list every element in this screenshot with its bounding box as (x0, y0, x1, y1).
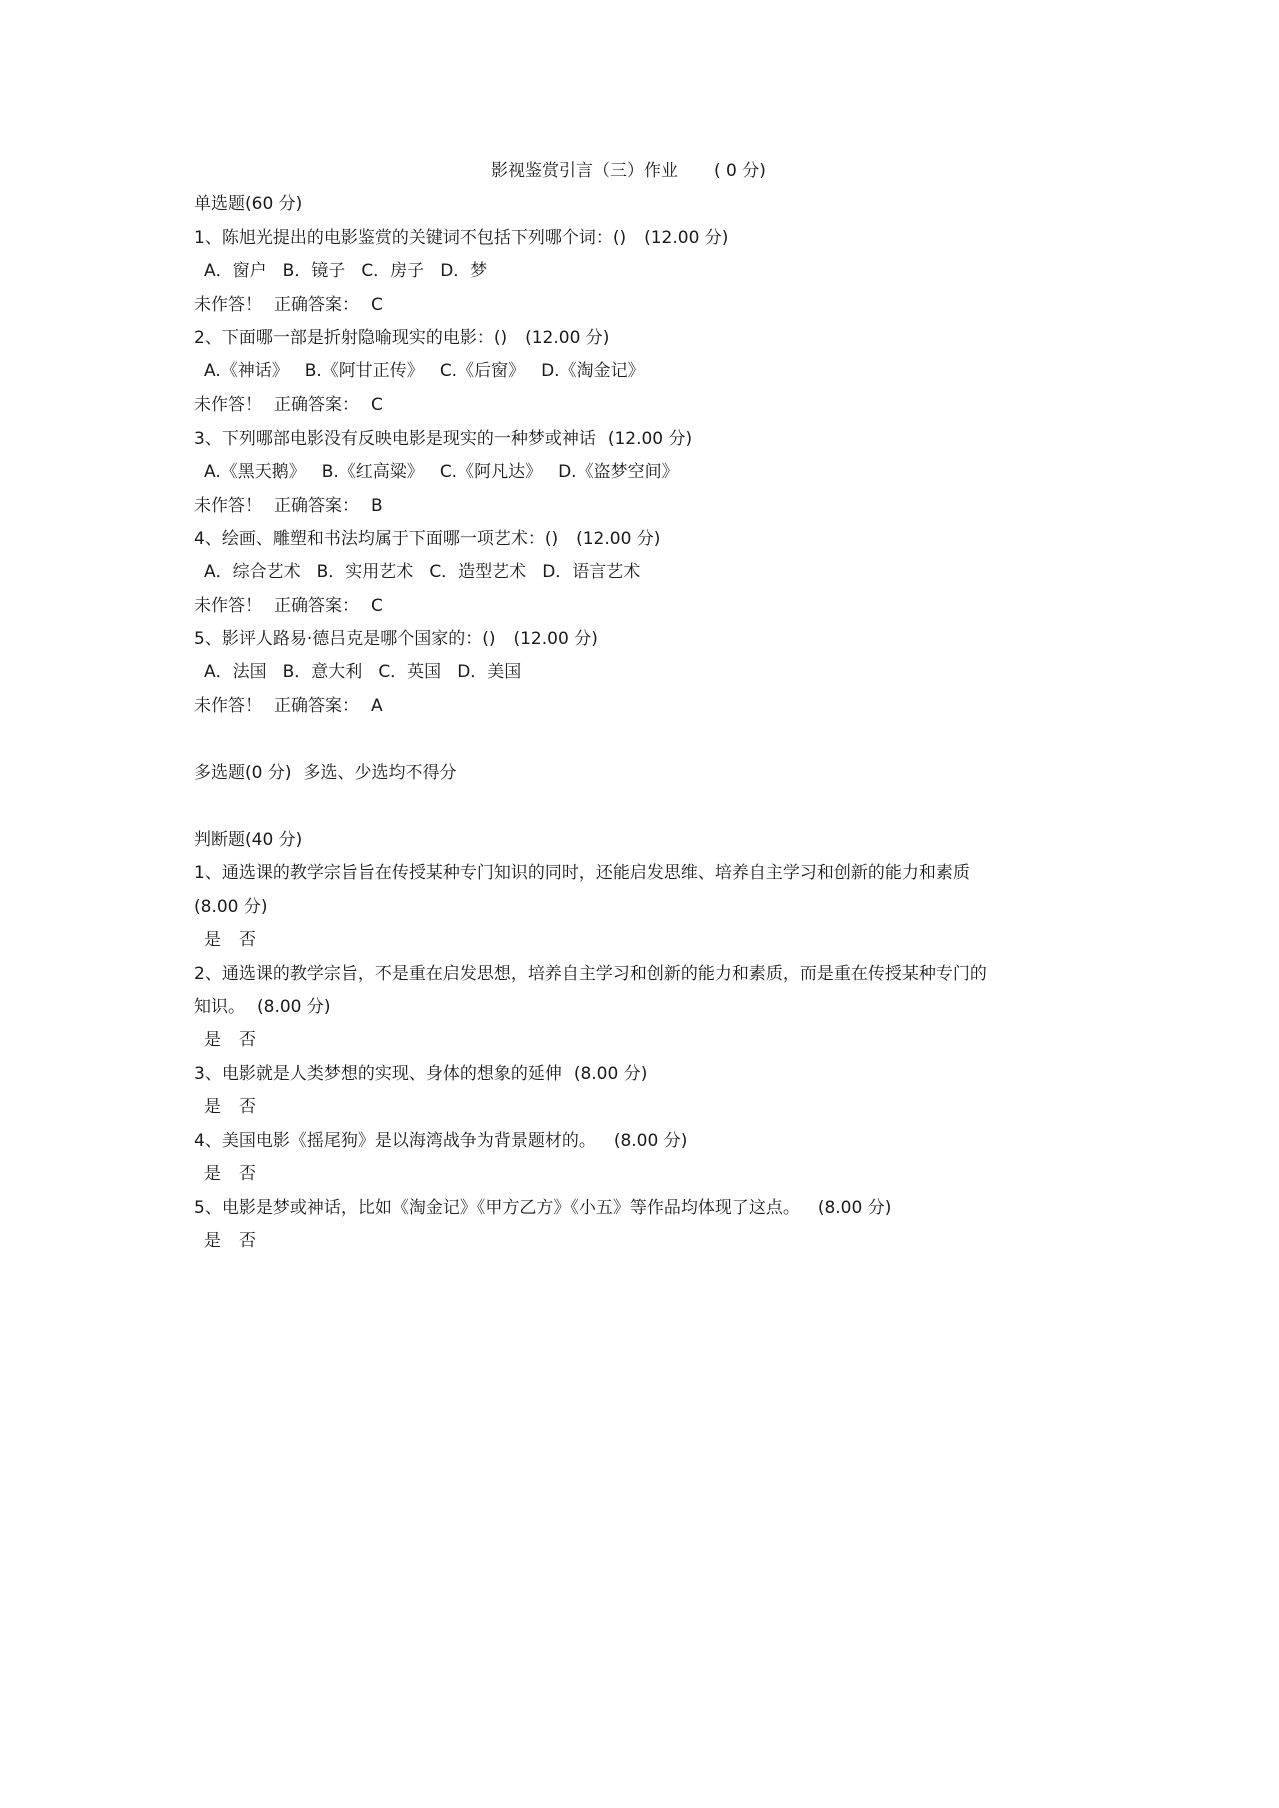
option: C．房子 (361, 261, 425, 281)
answer-row (194, 495, 383, 517)
tf-no[interactable]: 否 (239, 1231, 256, 1251)
answer-value: A (371, 696, 383, 716)
page-title (491, 160, 766, 182)
question-points: (12.00 分) (525, 328, 610, 348)
multi-choice-note: 多选、少选均不得分 (303, 763, 457, 783)
question-points: (12.00 分) (513, 629, 598, 649)
tf-question-points: (8.00 分) (257, 997, 331, 1017)
option: B.《阿甘正传》 (304, 361, 424, 381)
question-stem (194, 628, 598, 650)
option: D．语言艺术 (542, 562, 641, 582)
tf-question-row (194, 1130, 687, 1152)
tf-question-text: 1、通选课的教学宗旨旨在传授某种专门知识的同时，还能启发思维、培养自主学习和创新的能力和素质 (194, 863, 970, 883)
tf-choice-row (204, 1096, 256, 1118)
option: B.《红高粱》 (321, 462, 424, 482)
tf-question-row (194, 1063, 647, 1085)
multi-choice-title: 多选题(0 分) (194, 763, 292, 783)
tf-no[interactable]: 否 (239, 1164, 256, 1184)
tf-yes[interactable]: 是 (204, 1164, 221, 1184)
option: D.《淘金记》 (541, 361, 645, 381)
tf-choice-row (204, 929, 256, 951)
tf-choice-row (204, 1029, 256, 1051)
question-stem (194, 528, 660, 550)
answer-value: B (371, 496, 383, 516)
tf-yes[interactable]: 是 (204, 930, 221, 950)
answer-row (194, 695, 383, 717)
question-points: (12.00 分) (576, 529, 661, 549)
answer-label: 正确答案： (274, 395, 359, 415)
tf-question-text: 5、电影是梦或神话，比如《淘金记》《甲方乙方》《小五》等作品均体现了这点。 (194, 1198, 800, 1218)
answer-value: C (371, 596, 383, 616)
option: A.《神话》 (204, 361, 289, 381)
option: A.《黑天鹅》 (204, 462, 306, 482)
true-false-header: 判断题(40 分) (194, 830, 303, 850)
answer-label: 正确答案： (274, 696, 359, 716)
option: A．综合艺术 (204, 562, 301, 582)
answer-row (194, 595, 383, 617)
answer-label: 正确答案： (274, 295, 359, 315)
option: C.《后窗》 (439, 361, 526, 381)
tf-no[interactable]: 否 (239, 1097, 256, 1117)
option: D.《盗梦空间》 (558, 462, 679, 482)
question-text: 2、下面哪一部是折射隐喻现实的电影：() (194, 328, 508, 348)
options-row (204, 461, 679, 483)
tf-question-points: (8.00 分) (817, 1198, 892, 1218)
answer-status: 未作答！ (194, 295, 262, 315)
tf-yes[interactable]: 是 (204, 1231, 221, 1251)
tf-question-points: (8.00 分) (573, 1064, 648, 1084)
option: D．美国 (457, 662, 522, 682)
title-score: ( 0 分) (714, 161, 766, 181)
question-stem (194, 227, 728, 249)
tf-no[interactable]: 否 (239, 930, 256, 950)
option: B．意大利 (282, 662, 363, 682)
tf-question-text: 2、通选课的教学宗旨，不是重在启发思想，培养自主学习和创新的能力和素质，而是重在传授某种专门的 (194, 964, 987, 984)
tf-question-cont (194, 996, 331, 1018)
answer-status: 未作答！ (194, 395, 262, 415)
question-text: 1、陈旭光提出的电影鉴赏的关键词不包括下列哪个词：() (194, 228, 627, 248)
single-choice-header: 单选题(60 分) (194, 194, 303, 214)
tf-no[interactable]: 否 (239, 1030, 256, 1050)
tf-yes[interactable]: 是 (204, 1030, 221, 1050)
tf-question-row (194, 1197, 891, 1219)
tf-question-points: (8.00 分) (613, 1131, 688, 1151)
tf-question-points: (8.00 分) (194, 897, 268, 917)
option: C．造型艺术 (429, 562, 527, 582)
options-row (204, 260, 487, 282)
tf-question-text: 4、美国电影《摇尾狗》是以海湾战争为背景题材的。 (194, 1131, 596, 1151)
options-row (204, 661, 521, 683)
answer-value: C (371, 295, 383, 315)
question-stem (194, 428, 692, 450)
answer-row (194, 394, 383, 416)
answer-status: 未作答！ (194, 496, 262, 516)
option: B．实用艺术 (316, 562, 414, 582)
option: B．镜子 (282, 261, 346, 281)
answer-label: 正确答案： (274, 596, 359, 616)
tf-choice-row (204, 1230, 256, 1252)
option: A．法国 (204, 662, 267, 682)
question-points: (12.00 分) (607, 429, 693, 449)
option: C.《阿凡达》 (439, 462, 543, 482)
option: C．英国 (378, 662, 442, 682)
tf-choice-row (204, 1163, 256, 1185)
question-text: 3、下列哪部电影没有反映电影是现实的一种梦或神话 (194, 429, 596, 449)
option: D．梦 (440, 261, 488, 281)
title-text: 影视鉴赏引言（三）作业 (491, 161, 678, 181)
question-text: 5、影评人路易·德吕克是哪个国家的：() (194, 629, 496, 649)
answer-value: C (371, 395, 383, 415)
option: A．窗户 (204, 261, 267, 281)
question-text: 4、绘画、雕塑和书法均属于下面哪一项艺术：() (194, 529, 559, 549)
tf-question-text-cont: 知识。 (194, 997, 245, 1017)
tf-question-text: 3、电影就是人类梦想的实现、身体的想象的延伸 (194, 1064, 562, 1084)
question-stem (194, 327, 609, 349)
multi-choice-header (194, 762, 456, 784)
tf-yes[interactable]: 是 (204, 1097, 221, 1117)
answer-label: 正确答案： (274, 496, 359, 516)
options-row (204, 360, 645, 382)
answer-status: 未作答！ (194, 596, 262, 616)
answer-row (194, 294, 383, 316)
answer-status: 未作答！ (194, 696, 262, 716)
options-row (204, 561, 640, 583)
question-points: (12.00 分) (644, 228, 729, 248)
